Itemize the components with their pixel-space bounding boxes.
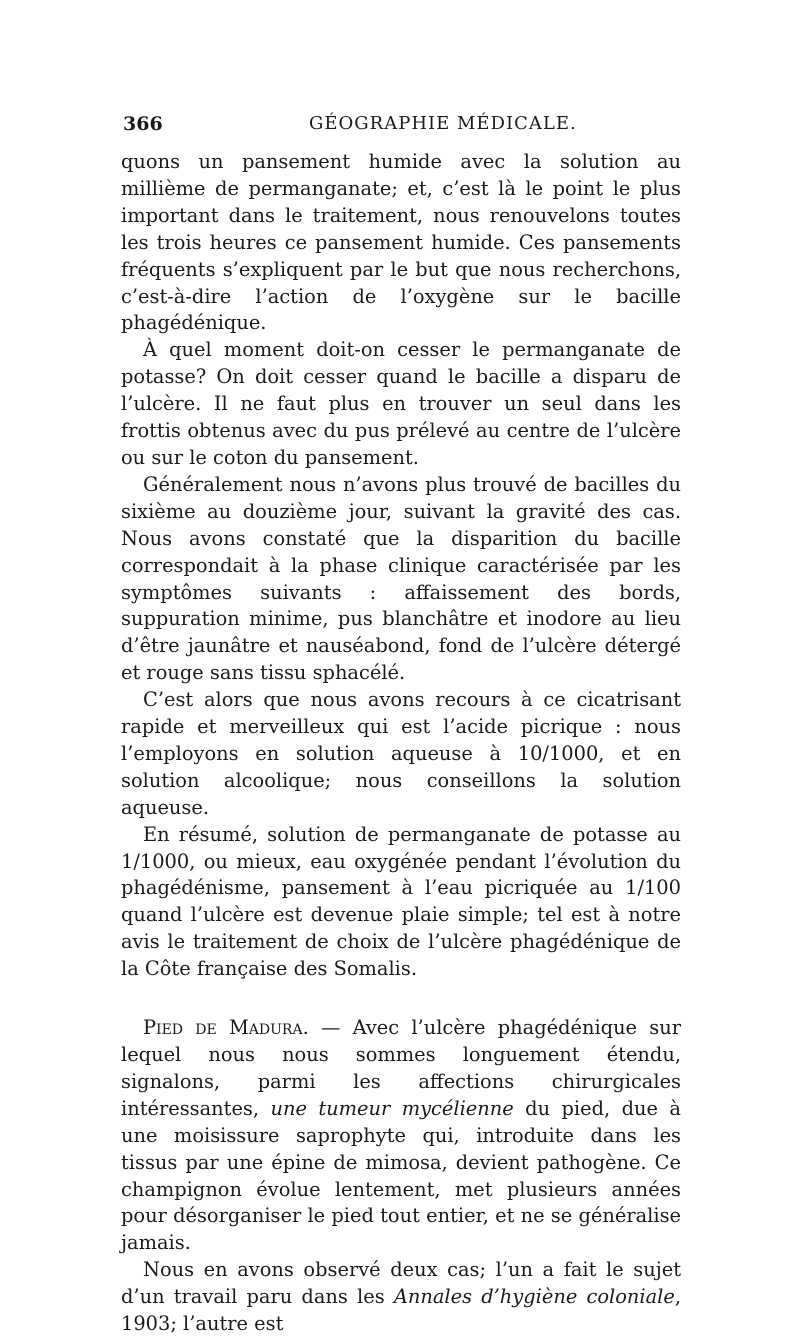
paragraph-3: Généralement nous n’avons plus trouvé de bacilles du sixième au douzième jour, suivant la gravité des cas. Nous avons constaté que la disparition du bacille correspondait à la phase clinique caractérisée par les symptômes suivants : affaissement des bords, suppuration minime, pus blanchâtre et inodore au lieu d’être jaunâtre et nauséabond, fond de l’ulcère détergé et rouge sans tissu sphacélé. [121, 472, 681, 685]
madura-text-1: — Avec l’ulcère phagédénique sur lequel nous nous sommes longuement étendu, signalons, parmi les affections chirurgicales intéressantes, [121, 1016, 681, 1120]
body-text [121, 149, 681, 1338]
paragraph-1: quons un pansement humide avec la solution au millième de permanganate; et, c’est là le point le plus important dans le traitement, nous renouvelons toutes les trois heures ce pansement humide. Ces pansements fréquents s’expliquent par le but que nous recherchons, c’est-à-dire l’action de l’oxygène sur le bacille phagédénique. [121, 150, 681, 335]
paragraph-5: En résumé, solution de permanganate de potasse au 1/1000, ou mieux, eau oxygénée pendant l’évolution du phagédénisme, pansement à l’eau picriquée au 1/100 quand l’ulcère est devenue plaie simple; tel est à notre avis le traitement de choix de l’ulcère phagédénique de la Côte française des Somalis. [121, 822, 681, 981]
paragraph-2: À quel moment doit-on cesser le permanganate de potasse? On doit cesser quand le bacille a disparu de l’ulcère. Il ne faut plus en trouver un seul dans les frottis obtenus avec du pus prélevé au centre de l’ulcère ou sur le coton du pansement. [121, 338, 681, 469]
last-text-2: , 1903; l’autre est [121, 1285, 682, 1336]
page-header [123, 113, 683, 143]
page-number: 366 [123, 113, 163, 135]
madura-italic: une tumeur mycélienne [270, 1096, 514, 1120]
paragraph-4: C’est alors que nous avons recours à ce cicatrisant rapide et merveilleux qui est l’acide picrique : nous l’employons en solution aqueuse à 10/1000, et en solution alcoolique; nous conseillons la solution aqueuse. [121, 688, 681, 819]
last-paragraph [121, 1257, 681, 1338]
journal-title: Annales d’hygiène coloniale [393, 1285, 675, 1309]
running-title: GÉOGRAPHIE MÉDICALE. [309, 113, 577, 134]
last-text-1: Nous en avons observé deux cas; l’un a fait le sujet d’un travail paru dans les [121, 1258, 681, 1309]
madura-paragraph [121, 1015, 681, 1257]
madura-heading: Pied de Madura. [143, 1016, 309, 1040]
madura-text-2: du pied, due à une moisissure saprophyte qui, introduite dans les tissus par une épine de mimosa, devient pathogène. Ce champignon évolue lentement, met plusieurs années pour désorganiser le pied tout entier, et ne se généralise jamais. [121, 1096, 681, 1255]
